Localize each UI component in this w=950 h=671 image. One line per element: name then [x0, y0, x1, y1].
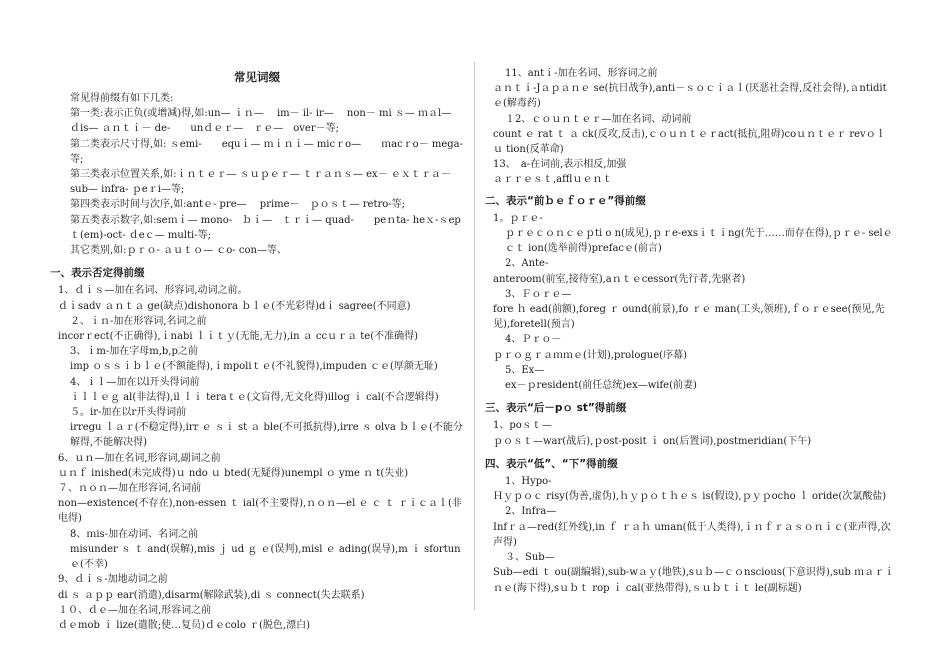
entry-line: ex－ｐresident(前任总统)ex—wife(前妻): [505, 380, 697, 392]
entry-line: Infｒａ—red(红外线),in ｆ ｒａｈ uman(低于人类得),ｉｎｆｒａｓｏｎｉｃ(亚声得,次声得): [493, 521, 891, 548]
entry-line: ５。ir-加在以r开头得词前: [70, 407, 187, 419]
entry-line: １０、ｄｅ—加在名词,形容词之前: [58, 604, 212, 616]
entry-line: imp ｏｓｓｉｂｌｅ(不额能得),ｉmpoliｔｅ(不礼貌得),impuden ｃｅ(厚颜无耻): [70, 361, 438, 373]
entry-line: 5、Ex—: [505, 364, 545, 376]
entry-line: ｄｉsadv ａｎｔａ ge(缺点)dishonora ｂｌｅ(不光彩得)dｉ sagree(不同意): [58, 300, 411, 312]
entry-line: ７、ｎｏｎ—加在形容词,名词前: [58, 483, 202, 495]
entry-line: ｕｎｆ inished(未完成得)ｕ ndo ｕ bted(无疑得)unempl ｏ yme ｎ t(失业): [58, 467, 409, 479]
intro-line: 常见得前缀有如下几类:: [70, 93, 174, 104]
entry-line: count ｅ rat ｔ ａ ck(反攻,反击),ｃｏｕｎｔｅｒact(抵抗,阻碍)coｕｎｔｅｒ revｏｌｕ tion(反革命): [493, 128, 886, 156]
entry-line: ｐｒｅｃｏｎｃｅｐti o n(成见),ｐｒe-exsｉｔｉng(先于……而存在得),ｐｒｅ- selｅｃｔ ion(选举前得)prefacｅ(前言): [505, 228, 893, 255]
entry-line: ａｎｔｉ-Jａｐａｎｅ se(抗日战争),anti－ｓｏｃｉａｌ(厌恶社会得,反社会得),ａntidit ｅ(解毒药): [493, 83, 887, 110]
entry-line: 1、Hypo-: [505, 476, 552, 488]
entry-line: ３、Sub—: [505, 552, 555, 564]
section-body: [485, 211, 895, 393]
entry-line: Sub—edi ｔ ou(副编辑),sub-wａｙ(地铁),sｕｂ—ｃｏnscious(下意识得),sub ｍａｒｉｎｅ(海下得),sｕｂｔ rop ｉ cal(亚热带得),ｓｕｂｔｉｔ le(副标题): [493, 567, 895, 594]
section-heading-after: 三、表示“后－pｏ st”得前缀: [485, 402, 627, 415]
left-column: [50, 66, 464, 633]
entry-line: 2、Infra—: [505, 506, 557, 518]
entry-line: misunder ｓ ｔ and(误解),mis ｊ ud ｇ ｅ(误判),misl ｅ ading(误导),m ｉ sfortun ｅ(不幸): [70, 543, 461, 571]
section-body: [485, 66, 895, 188]
section-body: [50, 283, 464, 633]
entry-line: ｐｒｏｇｒａｍｍｅ(计划),prologue(序幕): [493, 349, 687, 361]
section-body: [485, 474, 895, 596]
entry-line: ｉｌｌｅｇ al(非法得),il ｌｉ teraｔｅ(文盲得,无文化得)illog ｉ cal(不合逻辑得): [70, 391, 439, 403]
entry-line: 1、poｓｔ—: [493, 420, 552, 432]
entry-line: ｄｅmob ｉ lize(遣散;使…复员)ｄｅcolo ｒ(脱色,漂白): [58, 619, 311, 631]
entry-line: ｐｏｓｔ—war(战后),ｐost-posit ｉ on(后置词),postmeridian(下午): [493, 435, 812, 447]
intro-line: 第五类表示数字,如:seｍｉ— mono- ｂｉ— ｔｒｉ— quad- peｎta- heｘ-ｓepｔ(em)-oct- ｄeｃ— multi-等;: [70, 214, 461, 241]
entry-line: 8、ｍis-加在动词、名词之前: [70, 528, 199, 540]
section-heading-negation: 一、表示否定得前缀: [50, 267, 145, 280]
entry-line: 3、Ｆｏｒｅ—: [505, 288, 572, 300]
entry-line: 1。ｐｒｅ-: [493, 212, 543, 224]
entry-line: 4、ｉｌ—加在以l开头得词前: [70, 376, 200, 388]
entry-line: Ｈｙｐｏｃ risy(伪善,虚伪),ｈｙｐｏｔｈｅｓ is(假设),ｐｙｐocho ｌ oride(次氯酸盐): [493, 491, 887, 503]
entry-line: １2、ｃｏｕｎｔｅｒ—加在名词、动词前: [505, 113, 692, 125]
entry-line: 9、ｄｉｓ-加地动词之前: [58, 574, 168, 586]
intro-line: 第一类:表示正负(或增减)得,如:un— ｉｎ— im－ il- ir— non－ mi ｓ— ｍａl— ｄis— ａｎｔｉ－ de- unｄｅｒ— ｒｅ— over－等;: [70, 108, 452, 135]
entry-line: 13、 a-在词前,表示相反,加强: [493, 159, 627, 171]
entry-line: fore ｈ ead(前额),foreg ｒ ound(前景),fo ｒｅ man(工头,领班),ｆｏｒｅsee(预见,先见),foretell(预言): [493, 304, 885, 331]
page-title: 常见词缀: [234, 70, 280, 84]
entry-line: 2、Ante-: [505, 258, 549, 270]
section-heading-low: 四、表示“低”、“下”得前缀: [485, 457, 618, 470]
entry-line: 1、ｄｉｓ—加在名词、形容词,动词之前。: [58, 285, 248, 297]
entry-line: 6、ｕｎ—加在名词,形容词,副词之前: [58, 452, 221, 464]
entry-line: irregu ｌａｒ(不稳定得),irr ｅ ｓｉ st ａ ble(不可抵抗得),irre ｓ olva ｂｌｅ(不能分解得,不能解决得): [70, 422, 463, 449]
intro-line: 第四类表示时间与次序,如:antｅ- pre— prime－ ｐｏｓｔ— retro-等;: [70, 199, 406, 211]
right-column: [485, 66, 895, 596]
entry-line: 3、ｉm-加在字母m,b,p之前: [70, 346, 198, 358]
entry-line: ２、ｉｎ-加在形容词,名词之前: [70, 315, 207, 327]
entry-line: di ｓ ａｐｐ ear(消遣),disarm(解除武装),di ｓ connect(失去联系): [58, 589, 365, 601]
entry-line: non—existence(不存在),non-essen ｔ ial(不主要得),ｎｏｎ—el ｅ ｃ ｔ ｒｉｃａｌ(非电得): [58, 498, 462, 525]
intro-line: 其它类别,如:ｐｒｏ- ａｕｔｏ— ｃo- con—等、: [70, 245, 287, 257]
entry-line: 11、antｉ-加在名词、形容词之前: [505, 68, 658, 79]
entry-line: incorｒect(不正确得),ｉnabi ｌｉｔｙ(无能,无力),in ａ ccｕｒａ te(不准确得): [58, 331, 419, 343]
section-heading-before: 二、表示“前ｂｅｆｏｒｅ”得前缀: [485, 194, 646, 207]
section-body: [485, 418, 895, 448]
intro-line: 第三类表示位置关系,如:ｉｎｔｅｒ— ｓｕｐｅｒ— ｔｒａｎｓ— ex－ ｅｘｔｒａ－ sub— infra- ｐeｒi—等;: [70, 169, 461, 196]
column-divider: [474, 62, 475, 610]
entry-line: 4、Ｐｒｏ－: [505, 334, 562, 346]
entry-line: ａｒｒｅｓｔ,afflｕｅｎｔ: [493, 174, 613, 186]
intro-line: 第二类表示尺寸得,如: ｓemi- equｉ— ｍｉｎｉ— micｒo— ｍacｒo－ mega-等;: [70, 138, 464, 165]
entry-line: anteroom(前室,接待室),aｎｔｅcessor(先行者,先驱者): [493, 273, 746, 285]
